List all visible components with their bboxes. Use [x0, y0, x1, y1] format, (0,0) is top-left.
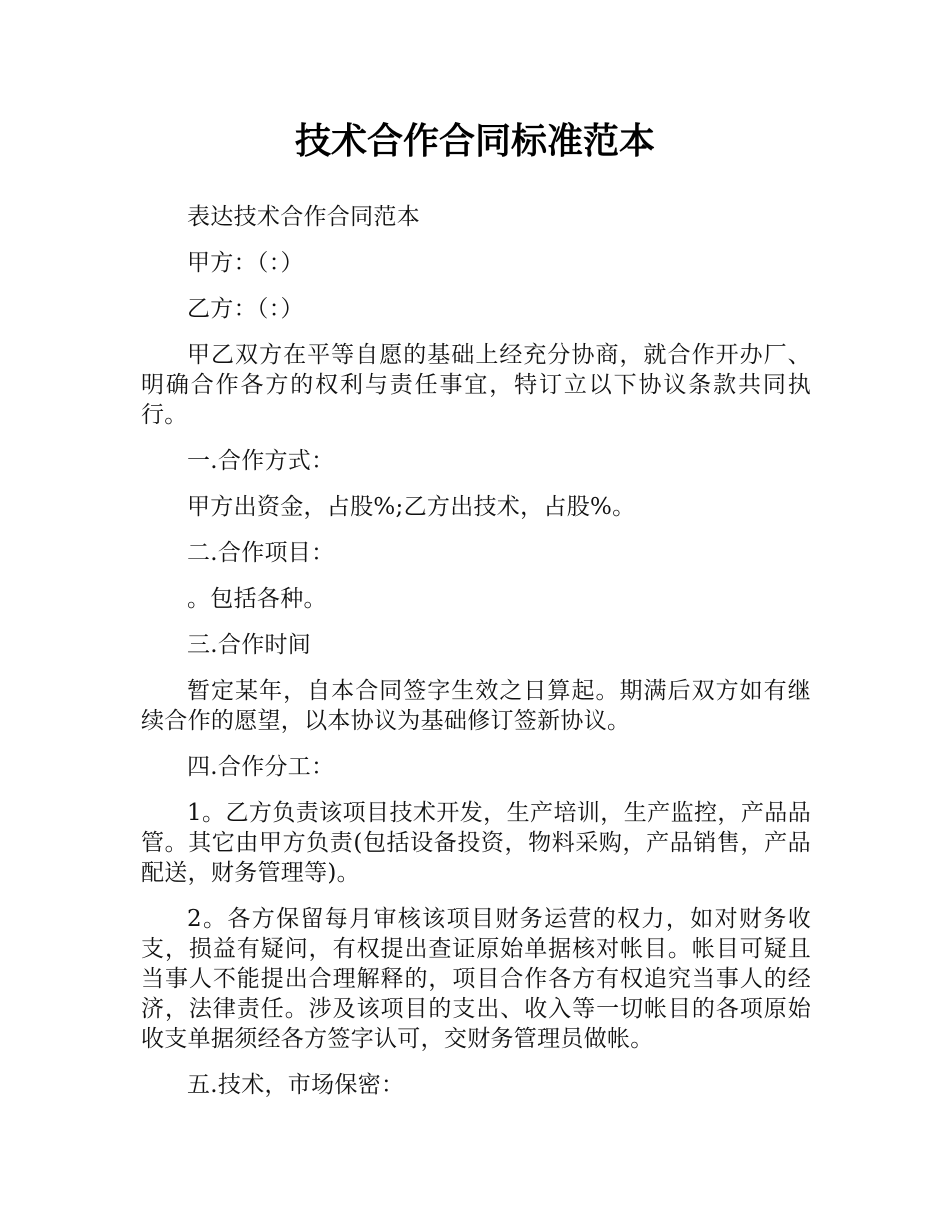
paragraph-section-3: 暂定某年，自本合同签字生效之日算起。期满后双方如有继续合作的愿望，以本协议为基础修订签新协议。: [141, 678, 811, 734]
paragraph-section-4-item-2: 2。各方保留每月审核该项目财务运营的权力，如对财务收支，损益有疑问，有权提出查证原始单据核对帐目。帐目可疑且当事人不能提出合理解释的，项目合作各方有权追究当事人的经济，法律责任。涉及该项目的支出、收入等一切帐目的各项原始收支单据须经各方签字认可，交财务管理员做帐。: [141, 906, 811, 1052]
section-heading-1: 一.合作方式：: [187, 448, 335, 474]
section-heading-2: 二.合作项目：: [187, 540, 335, 566]
paragraph-section-1: 甲方出资金，占股%;乙方出技术，占股%。: [187, 494, 636, 520]
paragraph-section-2: 。包括各种。: [187, 586, 327, 612]
paragraph-section-4-item-1: 1。乙方负责该项目技术开发，生产培训，生产监控，产品品管。其它由甲方负责(包括设备投资，物料采购，产品销售，产品配送，财务管理等)。: [141, 800, 811, 886]
document-body: [141, 202, 811, 1116]
paragraph-party-a: 甲方：（：）: [187, 250, 304, 276]
section-heading-3: 三.合作时间: [187, 632, 312, 658]
section-heading-4: 四.合作分工：: [187, 754, 335, 780]
section-heading-5: 五.技术，市场保密：: [187, 1072, 405, 1098]
paragraph-party-b: 乙方：（：）: [187, 296, 304, 322]
document-title: 技术合作合同标准范本: [294, 121, 655, 162]
paragraph-intro: 表达技术合作合同范本: [187, 204, 420, 230]
paragraph-preamble: 甲乙双方在平等自愿的基础上经充分协商，就合作开办厂、明确合作各方的权利与责任事宜，特订立以下协议条款共同执行。: [141, 342, 811, 428]
